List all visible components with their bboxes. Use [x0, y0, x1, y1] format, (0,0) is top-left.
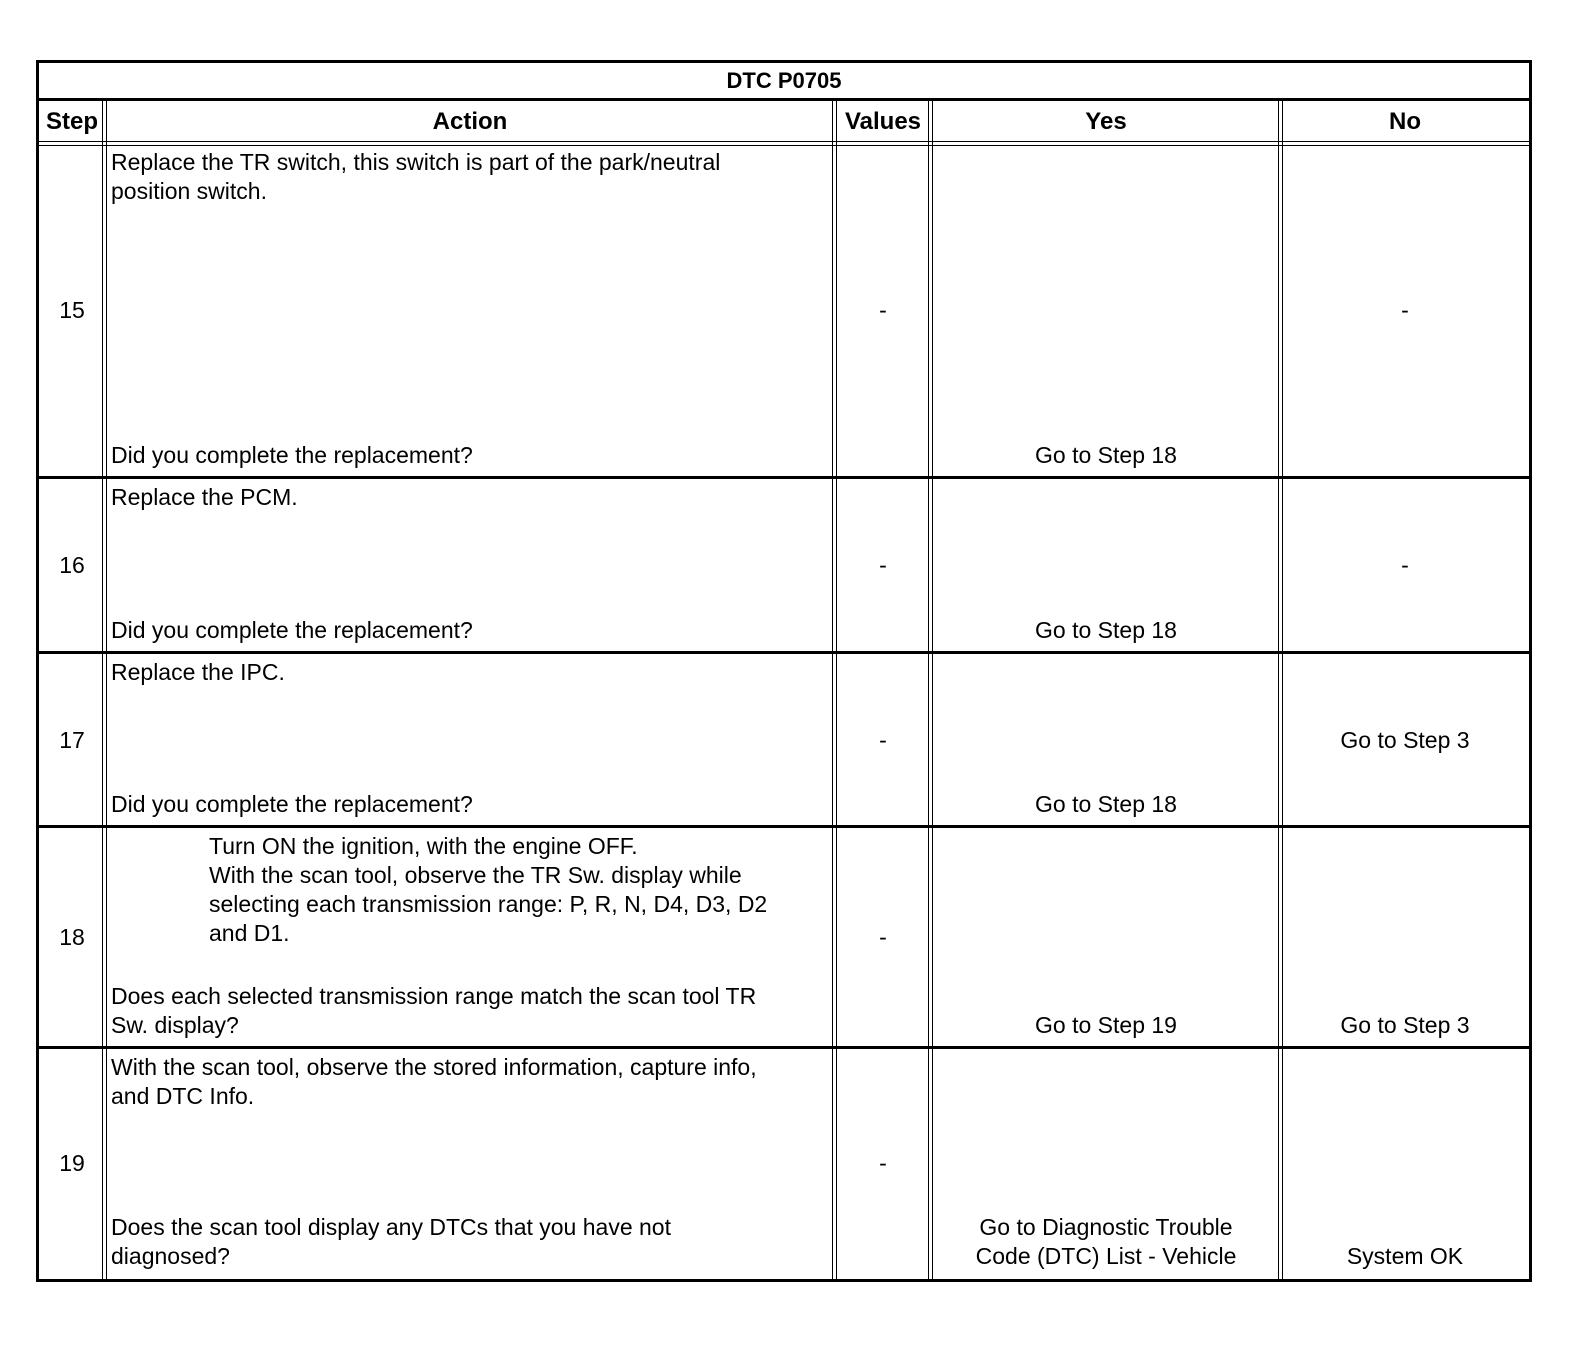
no-cell: System OK — [1346, 1243, 1464, 1269]
step-number: 19 — [59, 1150, 85, 1176]
header-step: Step — [45, 108, 98, 135]
action-text: Turn ON the ignition, with the engine OFF. — [209, 833, 638, 859]
action-text: and D1. — [209, 920, 290, 946]
header-values: Values — [844, 108, 922, 135]
values-cell: - — [879, 727, 887, 753]
action-text: Replace the IPC. — [111, 659, 285, 685]
table-row — [39, 653, 1529, 827]
table-row — [39, 478, 1529, 653]
values-cell: - — [879, 1150, 887, 1176]
header-divider — [39, 141, 1529, 142]
values-cell: - — [879, 924, 887, 950]
action-text: selecting each transmission range: P, R, N, D4, D3, D2 — [209, 891, 768, 917]
step-number: 17 — [59, 727, 85, 753]
action-text: and DTC Info. — [111, 1083, 255, 1109]
table-row — [39, 143, 1529, 478]
step-number: 15 — [59, 297, 85, 323]
question-text: Did you complete the replacement? — [111, 442, 473, 468]
question-text: Did you complete the replacement? — [111, 617, 473, 643]
table-title: DTC P0705 — [39, 63, 1529, 101]
step-number: 18 — [59, 924, 85, 950]
header-no: No — [1389, 108, 1421, 135]
question-text: diagnosed? — [111, 1243, 230, 1269]
yes-cell: Go to Step 18 — [1035, 617, 1177, 643]
table-row — [39, 827, 1529, 1048]
no-cell: Go to Step 3 — [1340, 727, 1470, 753]
values-cell: - — [879, 552, 887, 578]
yes-cell: Code (DTC) List - Vehicle — [975, 1243, 1237, 1269]
action-text: position switch. — [111, 178, 267, 204]
question-text: Does each selected transmission range match the scan tool TR — [111, 983, 757, 1009]
values-cell: - — [879, 297, 887, 323]
yes-cell: Go to Step 18 — [1035, 791, 1177, 817]
no-cell: - — [1401, 552, 1409, 578]
no-cell: - — [1401, 297, 1409, 323]
action-text: Replace the TR switch, this switch is part of the park/neutral — [111, 149, 721, 175]
action-text: With the scan tool, observe the stored information, capture info, — [111, 1054, 757, 1080]
table-row — [39, 1048, 1529, 1279]
no-cell: Go to Step 3 — [1340, 1012, 1470, 1038]
action-text: With the scan tool, observe the TR Sw. display while — [209, 862, 742, 888]
dtc-table — [36, 60, 1532, 1282]
question-text: Did you complete the replacement? — [111, 791, 473, 817]
yes-cell: Go to Diagnostic Trouble — [979, 1214, 1233, 1240]
yes-cell: Go to Step 19 — [1035, 1012, 1177, 1038]
question-text: Sw. display? — [111, 1012, 239, 1038]
header-yes: Yes — [1085, 108, 1127, 135]
header-action: Action — [432, 108, 508, 135]
yes-cell: Go to Step 18 — [1035, 442, 1177, 468]
step-number: 16 — [59, 552, 85, 578]
action-text: Replace the PCM. — [111, 484, 298, 510]
question-text: Does the scan tool display any DTCs that you have not — [111, 1214, 671, 1240]
